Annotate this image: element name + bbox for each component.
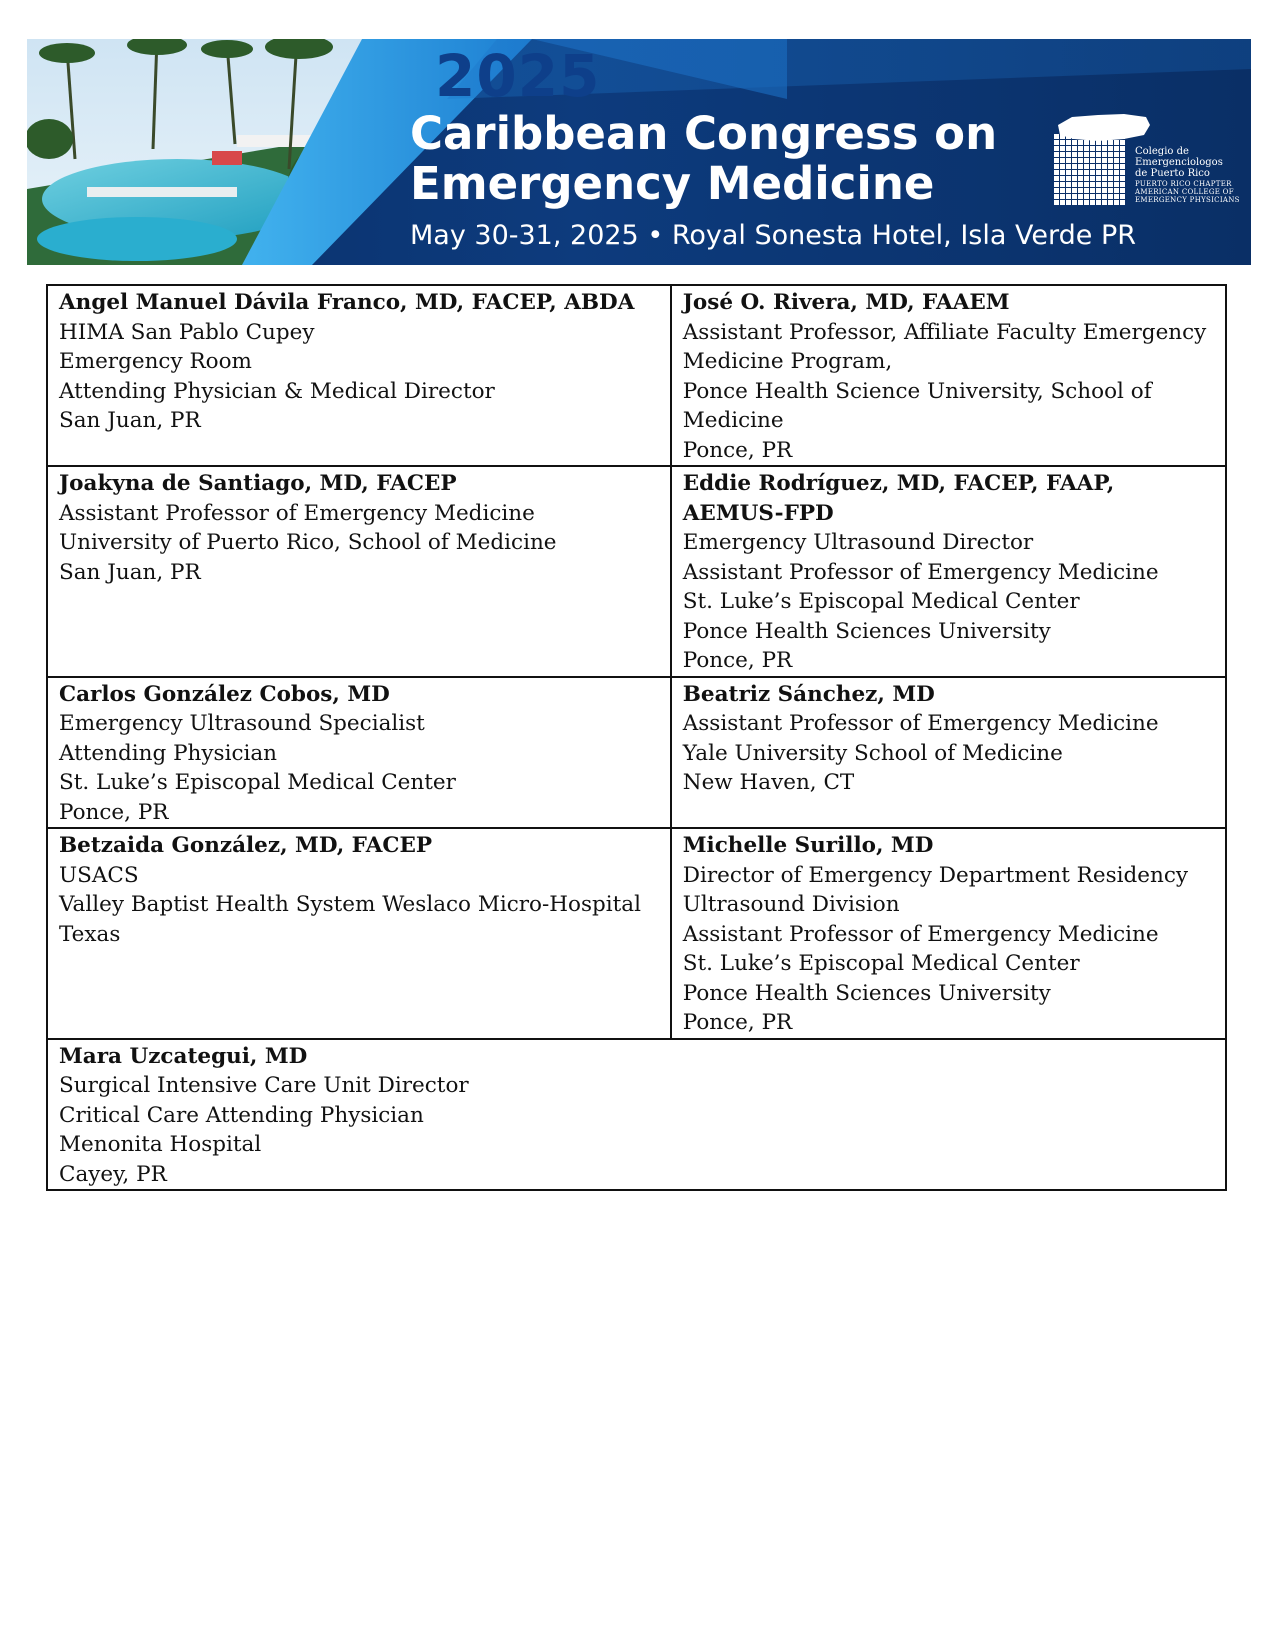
banner-subtitle: May 30-31, 2025 • Royal Sonesta Hotel, Isla Verde PR bbox=[410, 220, 1136, 251]
college-logo bbox=[1054, 111, 1244, 251]
faculty-cell bbox=[671, 677, 1226, 829]
faculty-detail: Ponce, PR bbox=[682, 648, 793, 673]
faculty-cell bbox=[47, 466, 671, 677]
faculty-detail: Emergency Room bbox=[59, 349, 252, 374]
table-row bbox=[47, 466, 1226, 677]
table-row bbox=[47, 677, 1226, 829]
faculty-detail: Cayey, PR bbox=[59, 1161, 167, 1187]
faculty-detail: HIMA San Pablo Cupey bbox=[59, 319, 315, 345]
logo-text: Emergenciologos bbox=[1135, 157, 1223, 168]
faculty-detail: Attending Physician bbox=[59, 740, 278, 766]
faculty-name: Eddie Rodríguez, MD, FACEP, FAAP, AEMUS-FPD bbox=[682, 471, 1115, 526]
faculty-detail: Emergency Ultrasound Director bbox=[682, 530, 1034, 555]
banner-title-line1: Caribbean Congress on bbox=[410, 107, 998, 160]
faculty-detail: Assistant Professor of Emergency Medicine bbox=[682, 711, 1159, 736]
faculty-detail: New Haven, CT bbox=[682, 770, 855, 795]
faculty-detail: Ponce Health Sciences University bbox=[682, 618, 1051, 644]
faculty-detail: Texas bbox=[59, 921, 121, 947]
faculty-detail: San Juan, PR bbox=[59, 408, 201, 433]
faculty-name: Michelle Surillo, MD bbox=[682, 833, 934, 858]
faculty-cell bbox=[47, 677, 671, 829]
faculty-name: José O. Rivera, MD, FAAEM bbox=[682, 290, 1010, 315]
faculty-detail: Ponce, PR bbox=[59, 799, 169, 825]
table-row bbox=[47, 1039, 1226, 1191]
faculty-detail: Ponce, PR bbox=[682, 437, 793, 463]
faculty-name: Carlos González Cobos, MD bbox=[59, 681, 390, 707]
table-row bbox=[47, 285, 1226, 466]
table-row bbox=[47, 828, 1226, 1039]
faculty-name: Mara Uzcategui, MD bbox=[59, 1043, 308, 1069]
faculty-name: Angel Manuel Dávila Franco, MD, FACEP, ABDA bbox=[59, 290, 635, 315]
faculty-detail: St. Luke’s Episcopal Medical Center bbox=[59, 770, 456, 795]
faculty-detail: University of Puerto Rico, School of Medicine bbox=[59, 530, 557, 555]
faculty-detail: Assistant Professor, Affiliate Faculty Emergency Medicine Program, bbox=[682, 319, 1207, 374]
faculty-detail: Valley Baptist Health System Weslaco Micro-Hospital bbox=[59, 892, 641, 917]
banner-title-line2: Emergency Medicine bbox=[410, 157, 935, 210]
faculty-detail: Surgical Intensive Care Unit Director bbox=[59, 1073, 469, 1098]
faculty-detail: Yale University School of Medicine bbox=[682, 740, 1063, 766]
faculty-detail: Director of Emergency Department Residency Ultrasound Division bbox=[682, 862, 1189, 917]
faculty-detail: Assistant Professor of Emergency Medicine bbox=[682, 921, 1159, 947]
faculty-detail: Critical Care Attending Physician bbox=[59, 1102, 424, 1128]
faculty-detail: Assistant Professor of Emergency Medicine bbox=[682, 559, 1159, 585]
faculty-detail: St. Luke’s Episcopal Medical Center bbox=[682, 589, 1080, 614]
faculty-name: Joakyna de Santiago, MD, FACEP bbox=[59, 471, 457, 496]
banner-year: 2025 bbox=[435, 42, 601, 110]
faculty-cell bbox=[671, 466, 1226, 677]
logo-text: Colegio de bbox=[1135, 146, 1189, 157]
faculty-cell bbox=[47, 828, 671, 1039]
faculty-detail: Ponce Health Science University, School of Medicine bbox=[682, 378, 1152, 433]
faculty-detail: Emergency Ultrasound Specialist bbox=[59, 711, 425, 736]
logo-text: de Puerto Rico bbox=[1135, 168, 1210, 179]
faculty-detail: San Juan, PR bbox=[59, 559, 201, 585]
logo-text: PUERTO RICO CHAPTER bbox=[1135, 180, 1232, 188]
faculty-detail: Assistant Professor of Emergency Medicine bbox=[59, 500, 535, 526]
logo-text: AMERICAN COLLEGE OF bbox=[1135, 188, 1234, 196]
puerto-rico-map-icon bbox=[1054, 111, 1154, 145]
logo-text: EMERGENCY PHYSICIANS bbox=[1135, 196, 1240, 204]
faculty-cell bbox=[47, 285, 671, 466]
faculty-table bbox=[46, 284, 1227, 1191]
faculty-cell bbox=[671, 828, 1226, 1039]
faculty-detail: Ponce, PR bbox=[682, 1010, 793, 1035]
faculty-detail: Menonita Hospital bbox=[59, 1132, 262, 1157]
faculty-name: Betzaida González, MD, FACEP bbox=[59, 833, 433, 858]
faculty-detail: USACS bbox=[59, 862, 139, 888]
faculty-name: Beatriz Sánchez, MD bbox=[682, 681, 935, 707]
conference-banner bbox=[27, 39, 1251, 265]
faculty-cell bbox=[47, 1039, 1226, 1191]
faculty-detail: St. Luke’s Episcopal Medical Center bbox=[682, 951, 1080, 976]
faculty-detail: Ponce Health Sciences University bbox=[682, 980, 1051, 1006]
faculty-cell bbox=[671, 285, 1226, 466]
faculty-detail: Attending Physician & Medical Director bbox=[59, 378, 495, 404]
